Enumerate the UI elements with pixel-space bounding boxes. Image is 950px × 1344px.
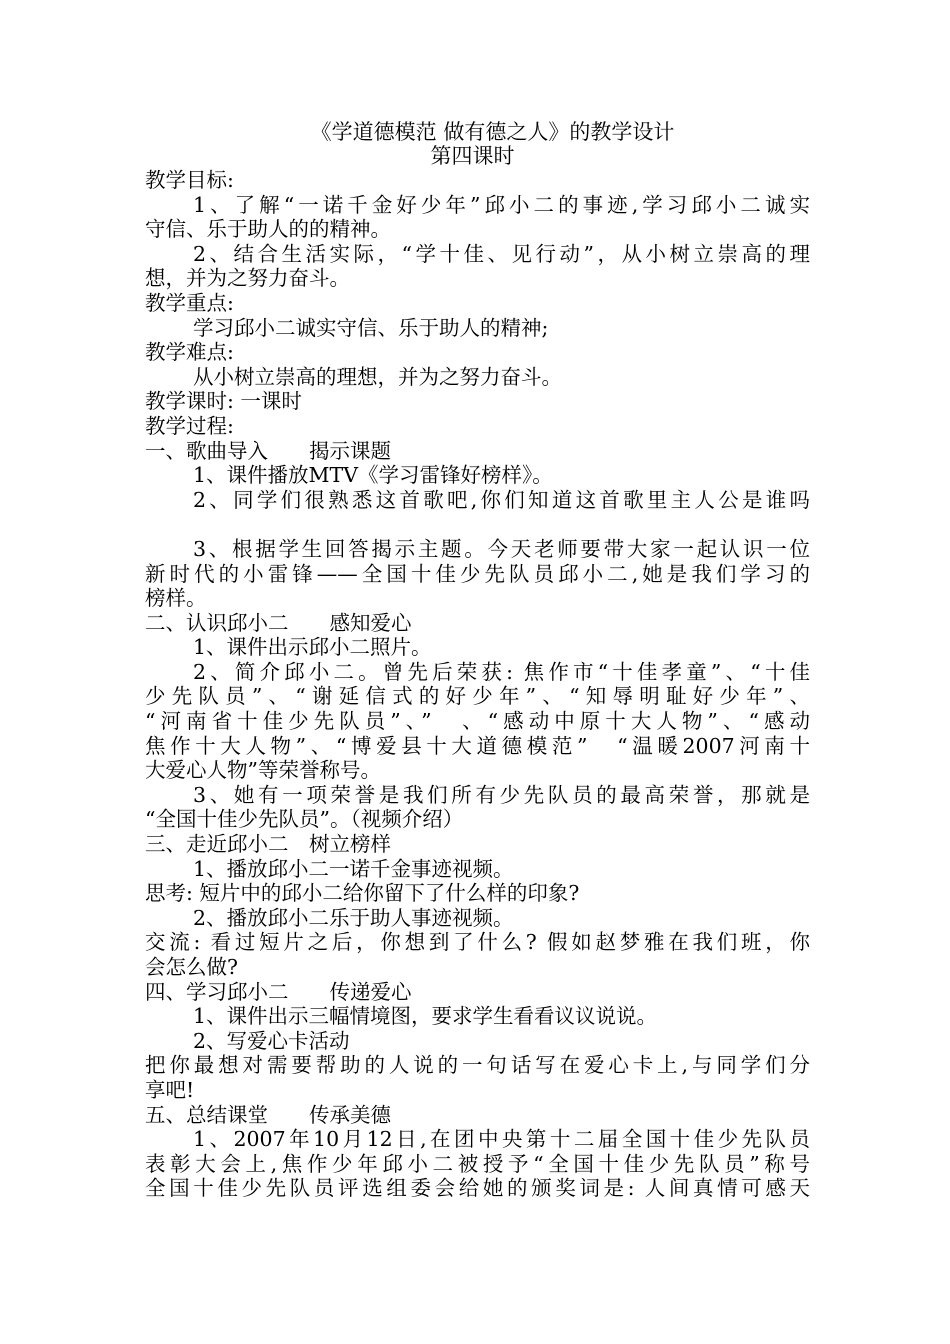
text-line: 2、写爱心卡活动 [193, 1028, 350, 1053]
text-line: 守信、乐于助人的的精神。 [145, 217, 391, 242]
text-line: 交流: 看过短片之后，你想到了什么? 假如赵梦雅在我们班，你 [145, 930, 810, 955]
text-line: 焦作十大人物”、“博爱县十大道德模范” “温暖2007河南十 [145, 733, 810, 758]
text-line: 五、总结课堂 传承美德 [145, 1102, 391, 1127]
document-body [145, 168, 810, 1201]
text-line: 榜样。 [145, 586, 207, 611]
text-line: 新时代的小雷锋——全国十佳少先队员邱小二,她是我们学习的 [145, 561, 810, 586]
text-line: 3、她有一项荣誉是我们所有少先队员的最高荣誉，那就是 [193, 782, 810, 807]
text-line: 表彰大会上,焦作少年邱小二被授予“全国十佳少先队员”称号 [145, 1151, 810, 1176]
text-line: 二、认识邱小二 感知爱心 [145, 610, 412, 635]
text-line: 少先队员”、“谢延信式的好少年”、“知辱明耻好少年”、 [145, 684, 810, 709]
text-line: 从小树立崇高的理想，并为之努力奋斗。 [193, 364, 562, 389]
text-line: 把你最想对需要帮助的人说的一句话写在爱心卡上,与同学们分 [145, 1053, 810, 1078]
text-line: 2、简介邱小二。曾先后荣获: 焦作市“十佳孝童”、“十佳 [193, 659, 810, 684]
text-line: 1、课件出示三幅情境图，要求学生看看议议说说。 [193, 1004, 658, 1029]
document-title: 《学道德模范 做有德之人》的教学设计 [310, 120, 675, 144]
text-line: 享吧! [145, 1077, 195, 1102]
text-line: 2、同学们很熟悉这首歌吧,你们知道这首歌里主人公是谁吗 [193, 487, 810, 512]
text-line: 大爱心人物”等荣誉称号。 [145, 758, 381, 783]
text-line: 教学课时: 一课时 [145, 389, 302, 414]
text-line: 1、2007年10月12日,在团中央第十二届全国十佳少先队员 [193, 1127, 810, 1152]
text-line: 1、课件播放MTV《学习雷锋好榜样》。 [193, 463, 553, 488]
document-page [145, 120, 810, 1201]
document-subtitle: 第四课时 [430, 144, 515, 168]
text-line: 教学目标: [145, 168, 234, 192]
blank-line [145, 512, 810, 537]
text-line: 学习邱小二诚实守信、乐于助人的精神; [193, 315, 549, 340]
text-line: 教学难点: [145, 340, 234, 365]
text-line: 3、根据学生回答揭示主题。今天老师要带大家一起认识一位 [193, 536, 810, 561]
text-line: 全国十佳少先队员评选组委会给她的颁奖词是: 人间真情可感天 [145, 1176, 810, 1201]
text-line: 思考: 短片中的邱小二给你留下了什么样的印象? [145, 881, 580, 906]
text-line: 教学重点: [145, 290, 234, 315]
text-line: 教学过程: [145, 413, 234, 438]
text-line: 2、结合生活实际，“学十佳、见行动”，从小树立崇高的理 [193, 241, 810, 266]
text-line: 想，并为之努力奋斗。 [145, 266, 350, 291]
text-line: “全国十佳少先队员”。（视频介绍） [145, 807, 464, 832]
text-line: 1、课件出示邱小二照片。 [193, 635, 432, 660]
text-line: 2、播放邱小二乐于助人事迹视频。 [193, 905, 514, 930]
text-line: 1、了解“一诺千金好少年”邱小二的事迹,学习邱小二诚实 [193, 192, 810, 217]
text-line: 1、播放邱小二一诺千金事迹视频。 [193, 856, 514, 881]
text-line: 一、歌曲导入 揭示课题 [145, 438, 391, 463]
text-line: 会怎么做? [145, 955, 238, 979]
text-line: 三、走近邱小二 树立榜样 [145, 832, 391, 857]
text-line: “河南省十佳少先队员”、” 、“感动中原十大人物”、“感动 [145, 709, 810, 734]
text-line: 四、学习邱小二 传递爱心 [145, 979, 412, 1004]
